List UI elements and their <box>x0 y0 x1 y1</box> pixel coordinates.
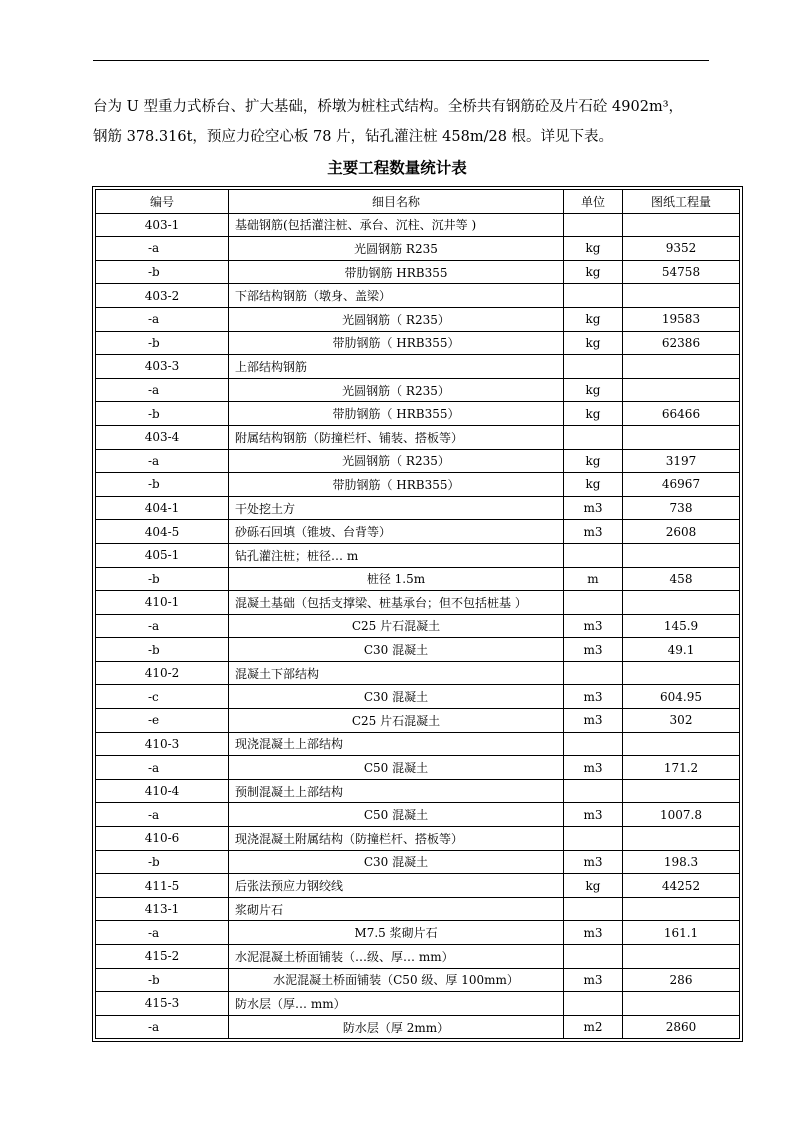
cell-qty <box>623 992 740 1016</box>
cell-name: 水泥混凝土桥面铺装（…级、厚… mm） <box>229 945 564 969</box>
cell-unit <box>564 355 623 379</box>
cell-unit: m3 <box>564 685 623 709</box>
cell-unit <box>564 779 623 803</box>
cell-unit <box>564 897 623 921</box>
cell-qty: 738 <box>623 496 740 520</box>
cell-code: -b <box>96 331 229 355</box>
cell-name: 带肋钢筋 HRB355 <box>229 260 564 284</box>
table-row <box>96 827 740 851</box>
cell-code: 404-1 <box>96 496 229 520</box>
cell-unit: m2 <box>564 1015 623 1039</box>
cell-code: -a <box>96 449 229 473</box>
cell-qty: 66466 <box>623 402 740 426</box>
cell-qty <box>623 355 740 379</box>
cell-code: -a <box>96 756 229 780</box>
cell-name: 带肋钢筋（ HRB355） <box>229 473 564 497</box>
cell-name: 后张法预应力钢绞线 <box>229 874 564 898</box>
table-header-row <box>96 190 740 214</box>
cell-unit: m3 <box>564 709 623 733</box>
cell-unit: m3 <box>564 638 623 662</box>
table-row <box>96 567 740 591</box>
cell-name: 光圆钢筋（ R235） <box>229 307 564 331</box>
cell-qty: 49.1 <box>623 638 740 662</box>
cell-unit: m <box>564 567 623 591</box>
cell-qty: 2860 <box>623 1015 740 1039</box>
cell-code: -a <box>96 378 229 402</box>
cell-name: 现浇混凝土附属结构（防撞栏杆、搭板等） <box>229 827 564 851</box>
cell-name: 光圆钢筋（ R235） <box>229 378 564 402</box>
cell-qty: 1007.8 <box>623 803 740 827</box>
cell-name: C25 片石混凝土 <box>229 614 564 638</box>
cell-unit <box>564 425 623 449</box>
cell-qty <box>623 378 740 402</box>
cell-qty: 44252 <box>623 874 740 898</box>
cell-name: C30 混凝土 <box>229 685 564 709</box>
cell-code: -b <box>96 567 229 591</box>
table-row <box>96 897 740 921</box>
cell-qty: 54758 <box>623 260 740 284</box>
table-row <box>96 520 740 544</box>
cell-code: -a <box>96 614 229 638</box>
cell-qty: 62386 <box>623 331 740 355</box>
cell-name: 防水层（厚… mm） <box>229 992 564 1016</box>
cell-code: 410-6 <box>96 827 229 851</box>
cell-unit <box>564 945 623 969</box>
table-row <box>96 803 740 827</box>
cell-code: -a <box>96 803 229 827</box>
cell-qty: 171.2 <box>623 756 740 780</box>
cell-unit <box>564 543 623 567</box>
table-row <box>96 331 740 355</box>
table-row <box>96 425 740 449</box>
cell-name: 附属结构钢筋（防撞栏杆、铺装、搭板等） <box>229 425 564 449</box>
table-row <box>96 945 740 969</box>
table-row <box>96 307 740 331</box>
table-row <box>96 732 740 756</box>
cell-code: -a <box>96 237 229 261</box>
cell-qty <box>623 591 740 615</box>
cell-code: -e <box>96 709 229 733</box>
header-name: 细目名称 <box>229 190 564 214</box>
table-row <box>96 661 740 685</box>
table-title: 主要工程数量统计表 <box>327 158 467 177</box>
cell-code: 410-1 <box>96 591 229 615</box>
cell-unit: m3 <box>564 614 623 638</box>
cell-name: 水泥混凝土桥面铺装（C50 级、厚 100mm） <box>229 968 564 992</box>
header-qty: 图纸工程量 <box>623 190 740 214</box>
cell-unit <box>564 992 623 1016</box>
quantity-table <box>95 189 740 1039</box>
cell-qty: 458 <box>623 567 740 591</box>
cell-name: 浆砌片石 <box>229 897 564 921</box>
cell-name: 混凝土下部结构 <box>229 661 564 685</box>
cell-code: 410-3 <box>96 732 229 756</box>
cell-code: -b <box>96 850 229 874</box>
table-row <box>96 1015 740 1039</box>
table-row <box>96 213 740 237</box>
cell-qty: 145.9 <box>623 614 740 638</box>
cell-code: -b <box>96 260 229 284</box>
cell-code: 415-2 <box>96 945 229 969</box>
cell-qty: 9352 <box>623 237 740 261</box>
cell-qty: 3197 <box>623 449 740 473</box>
cell-unit: m3 <box>564 968 623 992</box>
intro-line-1: 台为 U 型重力式桥台、扩大基础，桥墩为桩柱式结构。全桥共有钢筋砼及片石砼 4902m³， <box>93 99 684 115</box>
table-row <box>96 614 740 638</box>
table-row <box>96 968 740 992</box>
cell-name: 钻孔灌注桩；桩径… m <box>229 543 564 567</box>
cell-code: 410-2 <box>96 661 229 685</box>
cell-unit: kg <box>564 874 623 898</box>
cell-code: 413-1 <box>96 897 229 921</box>
cell-qty: 2608 <box>623 520 740 544</box>
table-frame <box>92 186 743 1042</box>
cell-unit: kg <box>564 378 623 402</box>
table-row <box>96 378 740 402</box>
intro-line-2: 钢筋 378.316t，预应力砼空心板 78 片，钻孔灌注桩 458m/28 根。详见下表。 <box>93 129 614 145</box>
table-row <box>96 237 740 261</box>
cell-unit: m3 <box>564 803 623 827</box>
cell-code: -b <box>96 968 229 992</box>
cell-qty <box>623 543 740 567</box>
table-row <box>96 473 740 497</box>
cell-unit <box>564 284 623 308</box>
table-body <box>96 213 740 1039</box>
cell-name: 防水层（厚 2mm） <box>229 1015 564 1039</box>
cell-code: -b <box>96 402 229 426</box>
cell-unit <box>564 732 623 756</box>
cell-unit: kg <box>564 473 623 497</box>
cell-qty <box>623 779 740 803</box>
cell-qty: 302 <box>623 709 740 733</box>
cell-unit: m3 <box>564 496 623 520</box>
cell-name: 下部结构钢筋（墩身、盖梁） <box>229 284 564 308</box>
header-unit: 单位 <box>564 190 623 214</box>
cell-name: 混凝土基础（包括支撑梁、桩基承台；但不包括桩基 ） <box>229 591 564 615</box>
cell-code: 405-1 <box>96 543 229 567</box>
cell-name: 光圆钢筋 R235 <box>229 237 564 261</box>
cell-unit <box>564 591 623 615</box>
cell-name: 现浇混凝土上部结构 <box>229 732 564 756</box>
cell-qty <box>623 284 740 308</box>
cell-qty <box>623 213 740 237</box>
cell-code: -a <box>96 921 229 945</box>
cell-name: C30 混凝土 <box>229 850 564 874</box>
cell-code: -a <box>96 307 229 331</box>
header-code: 编号 <box>96 190 229 214</box>
cell-name: C25 片石混凝土 <box>229 709 564 733</box>
cell-unit: kg <box>564 307 623 331</box>
cell-unit <box>564 827 623 851</box>
cell-code: -a <box>96 1015 229 1039</box>
cell-unit: m3 <box>564 756 623 780</box>
table-row <box>96 992 740 1016</box>
cell-code: -b <box>96 638 229 662</box>
table-row <box>96 779 740 803</box>
table-row <box>96 260 740 284</box>
cell-name: 干处挖土方 <box>229 496 564 520</box>
table-row <box>96 284 740 308</box>
cell-name: 带肋钢筋（ HRB355） <box>229 331 564 355</box>
cell-name: 光圆钢筋（ R235） <box>229 449 564 473</box>
intro-paragraph <box>93 92 713 152</box>
cell-code: 404-5 <box>96 520 229 544</box>
cell-unit: m3 <box>564 921 623 945</box>
cell-unit: m3 <box>564 850 623 874</box>
cell-unit <box>564 213 623 237</box>
table-row <box>96 685 740 709</box>
cell-name: M7.5 浆砌片石 <box>229 921 564 945</box>
cell-code: 403-4 <box>96 425 229 449</box>
cell-unit: kg <box>564 237 623 261</box>
cell-qty: 198.3 <box>623 850 740 874</box>
cell-name: 预制混凝土上部结构 <box>229 779 564 803</box>
cell-name: 基础钢筋(包括灌注桩、承台、沉柱、沉井等 ) <box>229 213 564 237</box>
cell-qty <box>623 827 740 851</box>
cell-name: C30 混凝土 <box>229 638 564 662</box>
cell-unit: kg <box>564 402 623 426</box>
cell-unit <box>564 661 623 685</box>
cell-qty <box>623 661 740 685</box>
table-row <box>96 874 740 898</box>
table-row <box>96 543 740 567</box>
cell-qty: 161.1 <box>623 921 740 945</box>
table-row <box>96 756 740 780</box>
table-row <box>96 355 740 379</box>
cell-unit: kg <box>564 260 623 284</box>
table-row <box>96 591 740 615</box>
header-rule <box>93 60 709 61</box>
cell-name: 砂砾石回填（锥坡、台背等） <box>229 520 564 544</box>
cell-name: 带肋钢筋（ HRB355） <box>229 402 564 426</box>
cell-qty: 286 <box>623 968 740 992</box>
cell-qty: 46967 <box>623 473 740 497</box>
cell-name: C50 混凝土 <box>229 803 564 827</box>
cell-qty <box>623 425 740 449</box>
table-row <box>96 496 740 520</box>
cell-qty: 604.95 <box>623 685 740 709</box>
cell-qty: 19583 <box>623 307 740 331</box>
cell-code: -b <box>96 473 229 497</box>
cell-qty <box>623 732 740 756</box>
cell-qty <box>623 945 740 969</box>
cell-code: 411-5 <box>96 874 229 898</box>
cell-code: -c <box>96 685 229 709</box>
table-row <box>96 449 740 473</box>
table-row <box>96 709 740 733</box>
table-row <box>96 850 740 874</box>
cell-code: 403-1 <box>96 213 229 237</box>
cell-name: C50 混凝土 <box>229 756 564 780</box>
cell-unit: kg <box>564 331 623 355</box>
cell-code: 403-3 <box>96 355 229 379</box>
cell-qty <box>623 897 740 921</box>
cell-code: 415-3 <box>96 992 229 1016</box>
cell-name: 上部结构钢筋 <box>229 355 564 379</box>
table-row <box>96 921 740 945</box>
table-row <box>96 638 740 662</box>
cell-unit: m3 <box>564 520 623 544</box>
table-row <box>96 402 740 426</box>
cell-code: 403-2 <box>96 284 229 308</box>
cell-unit: kg <box>564 449 623 473</box>
cell-code: 410-4 <box>96 779 229 803</box>
cell-name: 桩径 1.5m <box>229 567 564 591</box>
